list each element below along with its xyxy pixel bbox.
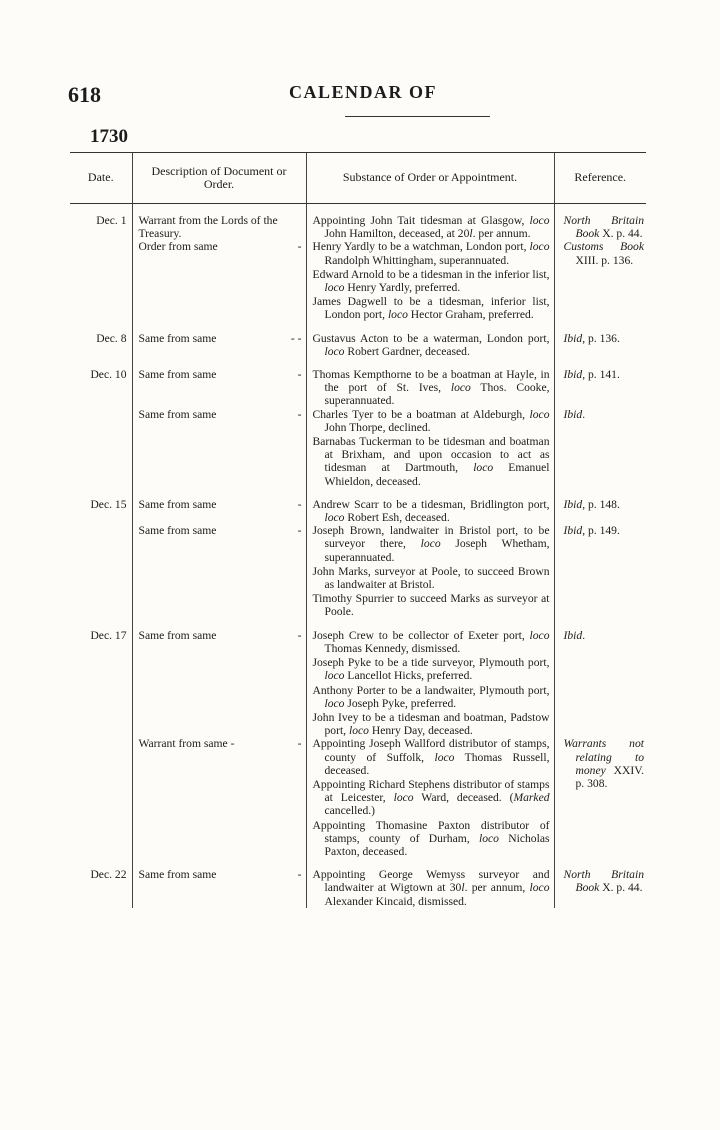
italic-term: loco: [324, 344, 345, 358]
appointment-entry: [313, 778, 550, 818]
reference-source: North Britain Book: [563, 868, 644, 895]
description-text: Same from same: [138, 524, 217, 538]
italic-term: loco: [473, 461, 494, 475]
appointment-entry: [313, 711, 550, 737]
substance-cell: [306, 368, 554, 408]
table-row: [70, 524, 646, 618]
leader-dashes: -: [297, 737, 302, 751]
reference-entry: [564, 868, 645, 894]
date-cell: Dec. 8: [96, 331, 127, 345]
italic-term: loco: [529, 407, 550, 421]
table-row: [70, 737, 646, 858]
date-cell: Dec. 1: [96, 214, 127, 227]
reference-detail: X. p. 44.: [602, 227, 643, 241]
italic-term: loco: [450, 381, 471, 395]
reference-detail: XIII. p. 136.: [575, 253, 634, 267]
appointment-entry: [313, 498, 550, 524]
description-text: Same from same: [138, 368, 217, 382]
italic-term: loco: [393, 791, 414, 805]
italic-term: l: [469, 227, 473, 241]
description-text: Same from same: [138, 331, 217, 345]
substance-cell: [306, 524, 554, 618]
entry-text: Emanuel Whieldon, deceased.: [324, 461, 550, 488]
date-cell: Dec. 15: [90, 497, 127, 511]
date-cell: Dec. 22: [90, 868, 127, 882]
leader-dashes: -: [297, 240, 302, 254]
entry-text: Alexander Kincaid, dismissed.: [324, 894, 467, 908]
appointment-entry: [313, 408, 550, 434]
table-row: [70, 332, 646, 358]
reference-cell: [554, 368, 646, 408]
appointment-entry: [313, 629, 550, 655]
appointment-entry: [313, 737, 550, 777]
reference-source: Warrants not relating to money: [563, 737, 644, 777]
table-row: [70, 868, 646, 908]
italic-term: loco: [324, 511, 345, 525]
description-cell: [132, 214, 306, 240]
column-header-description: Description of Document or Order.: [132, 153, 306, 204]
reference-entry: [564, 629, 645, 642]
leader-dashes: -: [297, 868, 302, 882]
spacer-row: [70, 322, 646, 332]
title-rule: [345, 116, 490, 117]
description-cell: [132, 240, 306, 321]
entry-text: Henry Day, deceased.: [368, 724, 473, 738]
description: [139, 332, 302, 345]
reference-entry: [564, 240, 645, 266]
description-cell: [132, 332, 306, 358]
reference-cell: [554, 868, 646, 908]
entry-text: cancelled.): [324, 804, 376, 818]
entry-text: Edward Arnold to be a tidesman in the inferior list,: [312, 267, 550, 281]
entry-text: Hector Graham, preferred.: [407, 308, 534, 322]
description: [139, 629, 302, 642]
reference-detail: .: [582, 628, 586, 642]
appointment-entry: [313, 684, 550, 710]
leader-dashes: -: [297, 368, 302, 382]
entry-text: Henry Yardly, preferred.: [344, 281, 461, 295]
reference-cell: [554, 214, 646, 240]
spacer-row: [70, 488, 646, 498]
appointment-entry: [313, 332, 550, 358]
reference-detail: , p. 136.: [582, 331, 620, 345]
spacer-row: [70, 204, 646, 215]
entry-text: Lancellot Hicks, preferred.: [344, 669, 473, 683]
italic-term: loco: [529, 628, 550, 642]
reference-source: Customs Book: [563, 240, 644, 254]
italic-term: l: [461, 881, 465, 895]
entry-text: . per annum.: [472, 227, 531, 241]
column-header-substance: Substance of Order or Appointment.: [306, 153, 554, 204]
reference-cell: [554, 524, 646, 618]
date-cell: [70, 408, 132, 488]
description-cell: [132, 868, 306, 908]
reference-cell: [554, 498, 646, 524]
description-cell: [132, 498, 306, 524]
table-row: [70, 629, 646, 738]
reference-entry: [564, 498, 645, 511]
appointment-entry: [313, 592, 550, 618]
calendar-table: [70, 152, 646, 908]
table-row: [70, 498, 646, 524]
entry-text: Charles Tyer to be a boatman at Aldeburgh,: [312, 407, 530, 421]
column-header-date: Date.: [70, 153, 132, 204]
description: [139, 524, 302, 537]
spacer-row: [70, 619, 646, 629]
table-body: [70, 204, 646, 908]
entry-text: Thos. Cooke, superannuated.: [324, 381, 550, 408]
reference-detail: .: [582, 407, 586, 421]
appointment-entry: [313, 819, 550, 859]
table-row: [70, 240, 646, 321]
entry-text: Anthony Porter to be a landwaiter, Plymouth port,: [312, 683, 550, 697]
description-cell: [132, 368, 306, 408]
reference-cell: [554, 408, 646, 488]
appointment-entry: [313, 240, 550, 266]
appointment-entry: [313, 565, 550, 591]
italic-term: loco: [324, 696, 345, 710]
table-row: [70, 408, 646, 488]
reference-cell: [554, 240, 646, 321]
reference-entry: [564, 524, 645, 537]
table-header-row: [70, 153, 646, 204]
substance-cell: [306, 737, 554, 858]
reference-entry: [564, 737, 645, 790]
date-cell: Dec. 10: [90, 368, 127, 382]
entry-text: Joseph Pyke to be a tide surveyor, Plymouth port,: [312, 656, 550, 670]
italic-term: loco: [478, 831, 499, 845]
column-header-reference: Reference.: [554, 153, 646, 204]
reference-cell: [554, 737, 646, 858]
reference-detail: X. p. 44.: [602, 881, 643, 895]
appointment-entry: [313, 868, 550, 908]
running-title: CALENDAR OF: [288, 82, 437, 102]
reference-source: Ibid: [563, 331, 583, 345]
reference-source: Ibid: [563, 524, 583, 538]
reference-source: Ibid: [563, 407, 583, 421]
description-text: Warrant from the Lords of the Treasury.: [138, 214, 278, 241]
spacer-row: [70, 858, 646, 868]
leader-dashes: -: [297, 407, 302, 421]
leader-dashes: - -: [290, 331, 302, 345]
entry-text: John Marks, surveyor at Poole, to succeed Brown as landwaiter at Bristol.: [312, 564, 550, 592]
italic-term: loco: [529, 214, 550, 227]
substance-cell: [306, 498, 554, 524]
entry-text: Appointing Joseph Wallford distributor of stamps, county of Suffolk,: [312, 737, 550, 764]
page-number: 618: [68, 82, 101, 107]
description-cell: [132, 524, 306, 618]
entry-text: Thomas Kempthorne to be a boatman at Hayle, in the port of St. Ives,: [312, 368, 550, 395]
description: [139, 498, 302, 511]
italic-term: loco: [387, 308, 408, 322]
description-text: Same from same: [138, 868, 217, 882]
description: [139, 737, 302, 750]
entry-text: John Thorpe, declined.: [324, 420, 431, 434]
description-text: Same from same: [138, 628, 217, 642]
date-cell: [70, 240, 132, 321]
entry-text: Joseph Whetham, superannuated.: [324, 537, 550, 564]
substance-cell: [306, 408, 554, 488]
year-heading: 1730: [90, 126, 128, 147]
date-cell: Dec. 17: [90, 628, 127, 642]
entry-text: Appointing Thomasine Paxton distributor of stamps, county of Durham,: [312, 818, 550, 845]
entry-text: James Dagwell to be a tidesman, inferior list, London port,: [312, 295, 550, 322]
leader-dashes: [298, 214, 302, 240]
entry-text: Robert Esh, deceased.: [344, 511, 450, 525]
entry-text: Ward, deceased. (: [413, 791, 514, 805]
description: [139, 868, 302, 881]
reference-entry: [564, 332, 645, 345]
italic-term: loco: [420, 537, 441, 551]
entry-text: John Ivey to be a tidesman and boatman, Padstow port,: [312, 710, 550, 738]
date-cell: [70, 524, 132, 618]
appointment-entry: [313, 214, 550, 240]
reference-entry: [564, 368, 645, 381]
reference-source: Ibid: [563, 628, 583, 642]
entry-text: Robert Gardner, deceased.: [344, 344, 470, 358]
description: [139, 408, 302, 421]
entry-text: Joseph Brown, landwaiter in Bristol port, to be surveyor there,: [312, 524, 550, 551]
entry-text: Henry Yardly to be a watchman, London port,: [312, 240, 530, 254]
appointment-entry: [313, 268, 550, 294]
entry-text: . per annum,: [464, 881, 530, 895]
description: [139, 368, 302, 381]
entry-text: Joseph Crew to be collector of Exeter port,: [312, 628, 530, 642]
date-cell: [70, 737, 132, 858]
italic-term: Marked: [513, 791, 550, 805]
entry-text: Timothy Spurrier to succeed Marks as surveyor at Poole.: [312, 592, 550, 619]
reference-entry: [564, 214, 645, 240]
entry-text: Appointing Richard Stephens distributor of stamps at Leicester,: [312, 777, 550, 805]
leader-dashes: -: [297, 497, 302, 511]
reference-cell: [554, 332, 646, 358]
appointment-entry: [313, 656, 550, 682]
reference-cell: [554, 629, 646, 738]
italic-term: loco: [529, 240, 550, 254]
appointment-entry: [313, 435, 550, 488]
reference-source: Ibid: [563, 497, 583, 511]
reference-detail: , p. 148.: [582, 497, 620, 511]
italic-term: loco: [324, 669, 345, 683]
appointment-entry: [313, 524, 550, 564]
reference-detail: , p. 141.: [582, 368, 620, 382]
entry-text: Joseph Pyke, preferred.: [344, 696, 457, 710]
reference-detail: XXIV. p. 308.: [575, 763, 644, 790]
substance-cell: [306, 332, 554, 358]
entry-text: Barnabas Tuckerman to be tidesman and boatman at Brixham, and upon occasion to act as tidesman at Dartmouth,: [312, 435, 550, 475]
entry-text: Andrew Scarr to be a tidesman, Bridlington port,: [312, 497, 550, 511]
table-row: [70, 214, 646, 240]
reference-source: North Britain Book: [563, 214, 644, 241]
substance-cell: [306, 629, 554, 738]
entry-text: Thomas Russell, deceased.: [324, 750, 550, 777]
description-text: Order from same: [138, 240, 218, 254]
description: [139, 240, 302, 253]
substance-cell: [306, 240, 554, 321]
appointment-entry: [313, 295, 550, 321]
substance-cell: [306, 214, 554, 240]
entry-text: Nicholas Paxton, deceased.: [324, 831, 550, 858]
reference-source: Ibid: [563, 368, 583, 382]
entry-text: Appointing George Wemyss surveyor and landwaiter at Wigtown at 30: [312, 868, 550, 895]
reference-detail: , p. 149.: [582, 524, 620, 538]
spacer-row: [70, 358, 646, 368]
entry-text: Gustavus Acton to be a waterman, London port,: [312, 331, 550, 345]
italic-term: loco: [348, 724, 369, 738]
substance-cell: [306, 868, 554, 908]
description-text: Same from same: [138, 407, 217, 421]
reference-entry: [564, 408, 645, 421]
entry-text: Randolph Whittingham, superannuated.: [324, 253, 510, 267]
description-text: Warrant from same -: [138, 737, 235, 751]
entry-text: Thomas Kennedy, dismissed.: [324, 641, 461, 655]
leader-dashes: -: [297, 524, 302, 538]
entry-text: Appointing John Tait tidesman at Glasgow,: [312, 214, 530, 227]
description-cell: [132, 629, 306, 738]
entry-text: John Hamilton, deceased, at 20: [324, 227, 470, 241]
appointment-entry: [313, 368, 550, 408]
italic-term: loco: [529, 881, 550, 895]
description-cell: [132, 408, 306, 488]
table-row: [70, 368, 646, 408]
description-cell: [132, 737, 306, 858]
italic-term: loco: [434, 750, 455, 764]
description-text: Same from same: [138, 497, 217, 511]
italic-term: loco: [324, 281, 345, 295]
leader-dashes: -: [297, 628, 302, 642]
description: [139, 214, 302, 240]
